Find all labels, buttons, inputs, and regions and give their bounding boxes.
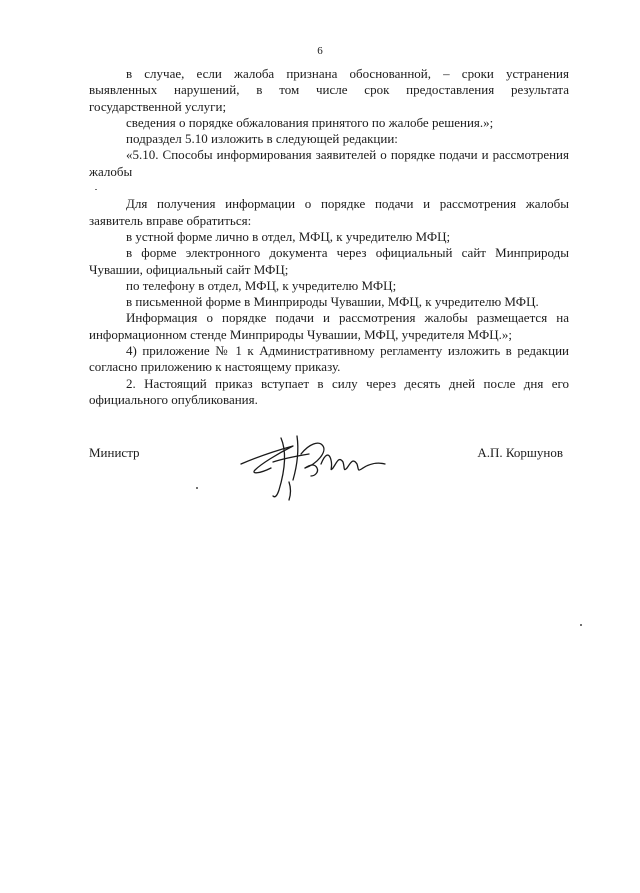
list-item: по телефону в отдел, МФЦ, к учредителю МФЦ; [126, 277, 397, 293]
paragraph: 4) приложение № 1 к Административному регламенту изложить в редакции согласно приложению к настоящему приказу. [89, 343, 569, 375]
document-body [89, 66, 569, 408]
signatory-position: Министр [89, 445, 140, 460]
list-item: в письменной форме в Минприроды Чувашии, МФЦ, к учредителю МФЦ. [126, 294, 539, 310]
paragraph: Информация о порядке подачи и рассмотрения жалобы размещается на информационном стенде Минприроды Чувашии, МФЦ, учредителя МФЦ.»; [89, 310, 569, 342]
scan-speck [95, 189, 97, 190]
signature-block [89, 442, 569, 512]
page-number: 6 [317, 45, 323, 57]
section-heading: «5.10. Способы информирования заявителей о порядке подачи и рассмотрения жалобы [89, 147, 569, 179]
paragraph: подраздел 5.10 изложить в следующей редакции: [126, 131, 398, 147]
paragraph: 2. Настоящий приказ вступает в силу через десять дней после дня его официального опубликования. [89, 375, 569, 407]
paragraph: Для получения информации о порядке подачи и рассмотрения жалобы заявитель вправе обратиться: [89, 196, 569, 228]
scan-speck [580, 624, 582, 626]
list-item: в устной форме лично в отдел, МФЦ, к учредителю МФЦ; [126, 228, 451, 244]
paragraph: в случае, если жалоба признана обоснованной, – сроки устранения выявленных нарушений, в том числе срок предоставления результата государственной услуги; [89, 66, 569, 114]
paragraph: сведения о порядке обжалования принятого по жалобе решения.»; [126, 114, 494, 130]
list-item: в форме электронного документа через официальный сайт Минприроды Чувашии, официальный сайт МФЦ; [89, 245, 569, 277]
scan-speck [196, 487, 198, 489]
signatory-name: А.П. Коршунов [477, 445, 563, 460]
handwritten-signature [237, 424, 397, 504]
